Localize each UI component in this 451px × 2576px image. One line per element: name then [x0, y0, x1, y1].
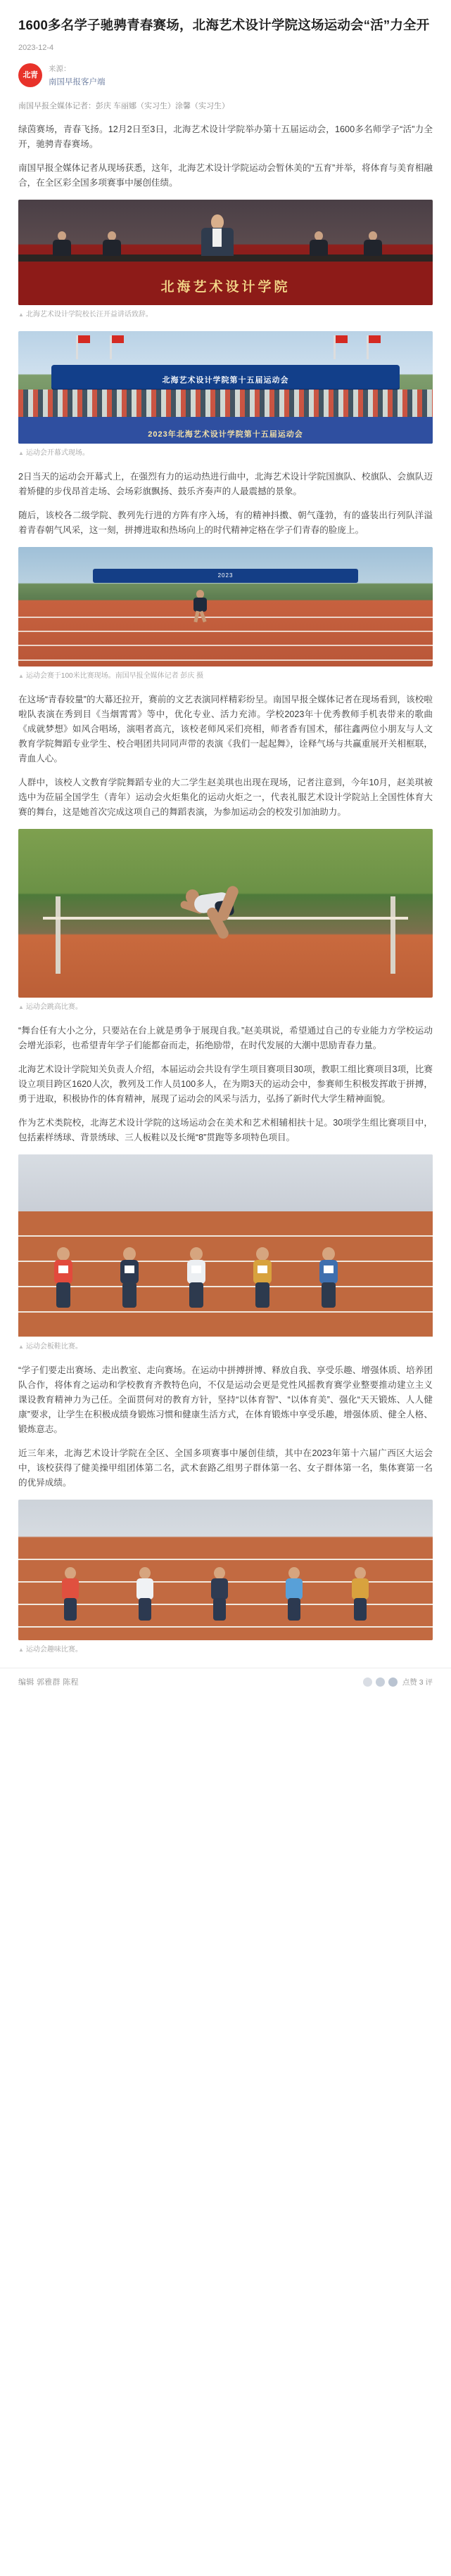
paragraph: 南国早报全媒体记者从现场获悉，这年，北海艺术设计学院运动会暂休美的“五育”并举，将体育与美育相融合，在全区彩全国多项赛事中屡创佳绩。 [18, 163, 433, 188]
paragraph: 作为艺术类院校，北海艺术设计学院的这场运动会在美术和艺术相辅相扶十足。30项学生组比赛项目中，包括素样绣球、背景绣球、三人板鞋以及长绳“8”贯跑等多项特色项目。 [18, 1118, 433, 1142]
article-image[interactable]: 2023 [18, 547, 433, 666]
image-caption: ▲ 运动会赛于100米比赛现场。南国早报全媒体记者 彭庆 摄 [18, 672, 204, 680]
article-image[interactable] [18, 1154, 433, 1337]
liker-avatars [362, 1677, 398, 1687]
image-caption: ▲ 运动会跳高比赛。 [18, 1003, 82, 1011]
paragraph: 随后，该校各二级学院、教列先行进的方阵有序入场，有的精神抖擞、朝气蓬勃，有的盛装出行列队洋溢着青春朝气风采，这一刻，拼搏进取和热场向上的时代精神定格在学子们青春的脸庞上。 [18, 510, 433, 535]
avatar [362, 1677, 373, 1687]
image-caption: ▲ 运动会趣味比赛。 [18, 1646, 82, 1654]
source-label: 来源： [49, 65, 71, 73]
source-name-link[interactable]: 南国早报客户端 [49, 78, 106, 86]
publisher-logo-icon: 北青 [18, 63, 42, 87]
figure-fun-games [18, 1500, 433, 1655]
article-image[interactable] [18, 1500, 433, 1640]
image-caption: ▲ 北海艺术设计学院校长汪开益讲话致辞。 [18, 311, 153, 318]
paragraph: 2日当天的运动会开幕式上，在强烈有力的运动热进行曲中，北海艺术设计学院国旗队、校旗队、会旗队迈着矫健的步伐昂首走场、会场彩旗飘扬、鼓乐齐奏声的人最震撼的景象。 [18, 472, 433, 496]
caption-marker-icon: ▲ [18, 673, 24, 679]
source-row[interactable] [18, 63, 433, 87]
avatar [388, 1677, 398, 1687]
paragraph: 绿茵赛场，青春飞扬。12月2日至3日，北海艺术设计学院举办第十五届运动会，1600多名师学子“活”力全开，驰骋青春赛场。 [18, 124, 433, 149]
article-footer [0, 1668, 451, 1697]
like-group[interactable] [362, 1677, 433, 1687]
figure-100m-race [18, 547, 433, 681]
image-caption: ▲ 运动会开幕式现场。 [18, 449, 89, 457]
paragraph: “舞台任有大小之分，只要站在台上就是勇争于展现自我。”赵美琪说，希望通过自己的专业能力方学校运动会增光添彩，也希望青年学子们能都奋而走，拓绝励带，在时代发展的大潮中思励青春力量。 [18, 1026, 433, 1050]
article-image[interactable]: 北海艺术设计学院 [18, 200, 433, 305]
editor-credit: 编辑 郭雅群 陈程 [18, 1678, 79, 1687]
article-image[interactable] [18, 829, 433, 998]
page-title: 1600多名学子驰骋青春赛场，北海艺术设计学院这场运动会“活”力全开 [18, 18, 430, 32]
figure-speech [18, 200, 433, 320]
paragraph: 人群中，该校人文教育学院舞蹈专业的大二学生赵美琪也出现在现场，记者注意到，今年10月，赵美琪被选中为莅届全国学生（青年）运动会火炬集化的运动火炬之一，代表礼服艺术设计学院站上全国性体育大赛的舞台，这是她首次完成这项自己的舞蹈表演，为参加运动会的校发引加油助力。 [18, 778, 433, 817]
paragraph: “学子们要走出赛场、走出教室、走向赛场。在运动中拼搏拼博、释放自我、享受乐趣、增强体质、培养团队合作，将体育之运动和学校教育齐教特色向，不仅是运动会更是党性风摇教育赛学业整要推动建立主义课设教育精神力为己任。全面贯何对的教育方针，坚持“以体育智”、“以体育美”、强化“天天锻炼、人人健康”要求，让学生在积极成绩身锻炼习惯和健康生活方式，在体育锻炼中享受乐趣，增强体质、健全人格、锻炼意志。 [18, 1365, 433, 1434]
figure-opening-ceremony [18, 331, 433, 458]
figure-high-jump [18, 829, 433, 1012]
source-meta [49, 63, 106, 87]
paragraph: 近三年来，北海艺术设计学院在全区、全国多项赛事中屡创佳绩，其中在2023年第十六届广西区大运会中，该校获得了健美操甲组团体第二名，武术套路乙组男子群体第一名、女子群体第一名，集体赛第一名的优异成绩。 [18, 1448, 433, 1488]
caption-marker-icon: ▲ [18, 450, 24, 456]
caption-marker-icon: ▲ [18, 1344, 24, 1350]
caption-marker-icon: ▲ [18, 1647, 24, 1653]
article-image[interactable]: 北海艺术设计学院第十五届运动会 2023年北海艺术设计学院第十五届运动会 [18, 331, 433, 444]
image-caption: ▲ 运动会板鞋比赛。 [18, 1343, 82, 1351]
like-count-label[interactable]: 点赞 3 评 [402, 1677, 433, 1687]
avatar [375, 1677, 386, 1687]
paragraph: 在这场“青春较量”的大幕还拉开，赛前的文艺表演同样精彩纷呈。南国早报全媒体记者在现场看到，该校啦啦队表演在秀到目《当烟霄霄》等中，优化专业、活力充沛。学校2023年十优秀教师手机表带来的歌曲《成就梦想》如风合唱场，演唱者高亢，该校老师风采们亮相，师者香有国术，郁往鑫两位小朋友与人文教育学院舞蹈专业学生、校合唱团共同同声带的表演《我们一起起舞》，诠释气场与共赢重展开关相框联，青血人心。 [18, 695, 433, 764]
byline: 南国早报全媒体记者：彭庆 车丽娜（实习生）涂馨（实习生） [18, 102, 230, 110]
caption-marker-icon: ▲ [18, 311, 24, 318]
caption-marker-icon: ▲ [18, 1004, 24, 1010]
publish-date: 2023-12-4 [18, 44, 54, 52]
paragraph: 北海艺术设计学院知关负责人介绍，本届运动会共设有学生项目赛项目30项，教职工组比赛项目3项，比赛设立项目跨区1620人次，教列及工作人员100多人，在为期3天的运动会中，参赛师生积极发挥敢于拼搏，勇于进取，积极协作的体育精神，展现了运动会的风采与活力，弘扬了新时代大学生精神面貌。 [18, 1064, 433, 1104]
figure-board-shoes-race [18, 1154, 433, 1352]
